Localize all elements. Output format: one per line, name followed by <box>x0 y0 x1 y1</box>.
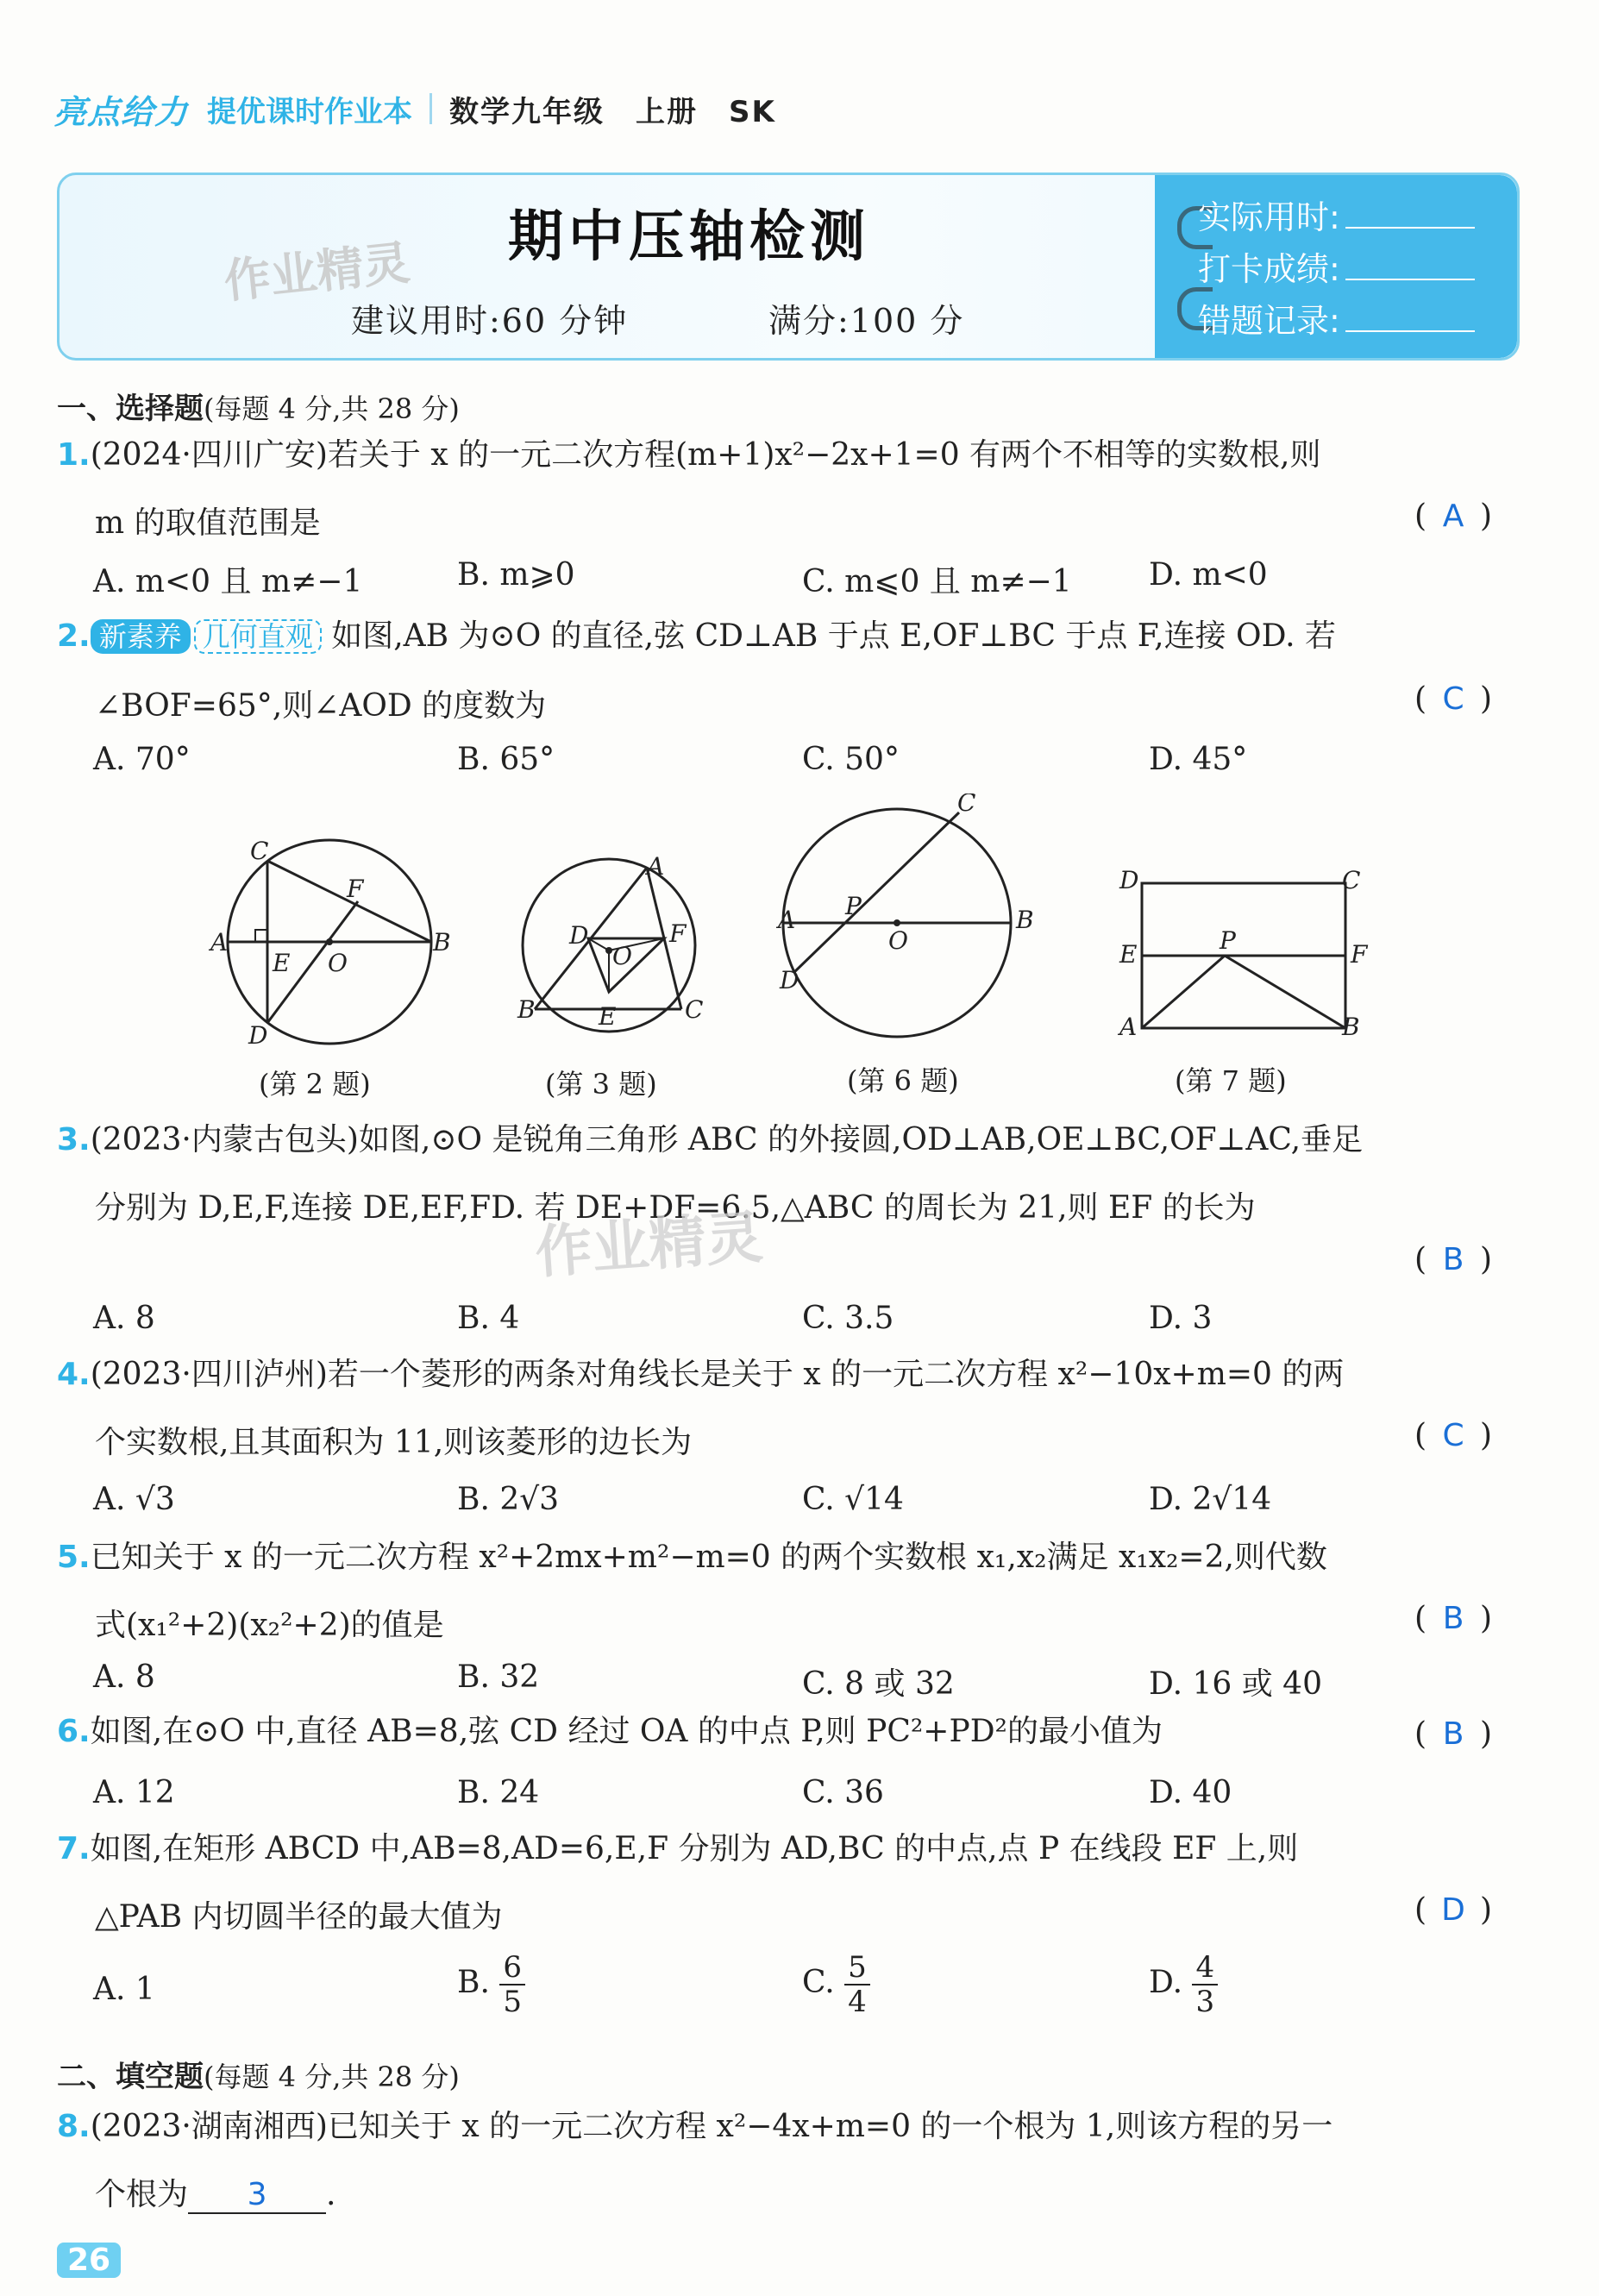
title-banner <box>57 173 1520 361</box>
svg-text:C: C <box>250 837 269 865</box>
answer-2: ( C ) <box>1414 681 1493 717</box>
question-5-line2: 式(x₁²+2)(x₂²+2)的值是 <box>95 1608 444 1643</box>
option: D. 3 <box>1149 1301 1213 1336</box>
figure-q3 <box>509 854 716 1052</box>
option: C. m⩽0 且 m≠−1 <box>802 564 1072 599</box>
answer-4: ( C ) <box>1414 1418 1493 1453</box>
question-7-line2: △PAB 内切圆半径的最大值为 <box>95 1899 503 1935</box>
svg-text:P: P <box>845 892 862 920</box>
watermark: 作业精灵 <box>221 235 413 310</box>
option: C. 50° <box>802 742 900 777</box>
svg-text:F: F <box>669 919 687 948</box>
option: A. 1 <box>93 1972 155 2007</box>
figure-caption: (第 7 题) <box>1175 1064 1287 1097</box>
option: C. √14 <box>802 1482 904 1517</box>
answer-blank: 3 <box>188 2177 326 2214</box>
svg-text:A: A <box>647 854 665 881</box>
option: C. 8 或 32 <box>802 1666 955 1702</box>
question-8-line2: 个根为 3 . <box>95 2177 336 2212</box>
svg-text:B: B <box>1342 1013 1360 1041</box>
option: B. 2√3 <box>457 1482 560 1517</box>
question-3: 3.(2023·内蒙古包头)如图,⊙O 是锐角三角形 ABC 的外接圆,OD⊥AB,OE⊥BC,OF⊥AC,垂足 <box>57 1122 1364 1157</box>
option: D. $\frac{4}{3}$ <box>1149 1951 1218 2018</box>
fraction: $\frac{6}{5}$ <box>499 1951 525 2018</box>
option: C. $\frac{5}{4}$ <box>802 1951 870 2018</box>
record-field-time: 实际用时: <box>1198 191 1475 238</box>
section-heading: 二、填空题(每题 4 分,共 28 分) <box>57 2060 460 2094</box>
question-6: 6.如图,在⊙O 中,直径 AB=8,弦 CD 经过 OA 的中点 P,则 PC²+PD²的最小值为 <box>57 1714 1163 1749</box>
svg-text:P: P <box>1220 926 1236 955</box>
option: A. 12 <box>93 1775 175 1810</box>
question-5: 5.已知关于 x 的一元二次方程 x²+2mx+m²−m=0 的两个实数根 x₁,x₂满足 x₁x₂=2,则代数 <box>57 1540 1327 1575</box>
svg-text:E: E <box>273 949 291 977</box>
option: B. 24 <box>457 1775 540 1810</box>
svg-text:C: C <box>1342 866 1361 894</box>
option: A. 8 <box>93 1659 155 1695</box>
answer-7: ( D ) <box>1414 1892 1493 1928</box>
option: B. 32 <box>457 1659 540 1695</box>
svg-text:D: D <box>1119 866 1139 894</box>
svg-text:D: D <box>248 1021 268 1050</box>
svg-text:O: O <box>328 949 348 977</box>
answer-3: ( B ) <box>1414 1242 1493 1277</box>
svg-text:A: A <box>1119 1013 1138 1041</box>
svg-text:C: C <box>685 995 704 1024</box>
figure-q2 <box>198 828 474 1052</box>
answer-6: ( B ) <box>1414 1716 1493 1752</box>
tag-new: 新素养 <box>91 619 191 654</box>
svg-text:E: E <box>599 1002 617 1031</box>
question-2: 2. 新素养 几何直观 如图,AB 为⊙O 的直径,弦 CD⊥AB 于点 E,OF⊥BC 于点 F,连接 OD. 若 <box>57 618 1337 654</box>
brand-logo: 亮点给力 <box>53 92 189 131</box>
header-divider <box>430 93 432 124</box>
question-4: 4.(2023·四川泸州)若一个菱形的两条对角线长是关于 x 的一元二次方程 x²−10x+m=0 的两 <box>57 1357 1345 1392</box>
fraction: $\frac{5}{4}$ <box>844 1951 870 2018</box>
fraction: $\frac{4}{3}$ <box>1192 1951 1218 2018</box>
option: B. 4 <box>457 1301 520 1336</box>
svg-text:B: B <box>517 995 536 1024</box>
option: A. √3 <box>93 1482 175 1517</box>
option: D. m<0 <box>1149 557 1268 593</box>
question-4-line2: 个实数根,且其面积为 11,则该菱形的边长为 <box>95 1425 693 1460</box>
watermark: 作业精灵 <box>533 1203 765 1287</box>
page-header <box>53 83 776 135</box>
svg-text:E: E <box>1119 940 1138 969</box>
svg-text:O: O <box>612 942 632 970</box>
option: B. m⩾0 <box>457 557 575 593</box>
page-title: 期中压轴检测 <box>508 204 870 269</box>
svg-text:F: F <box>347 875 364 903</box>
figure-q6 <box>759 794 1044 1044</box>
svg-text:B: B <box>433 928 451 957</box>
svg-text:D: D <box>780 966 800 994</box>
svg-text:O: O <box>888 926 908 955</box>
section-heading: 一、选择题(每题 4 分,共 28 分) <box>57 392 460 426</box>
question-7: 7.如图,在矩形 ABCD 中,AB=8,AD=6,E,F 分别为 AD,BC 的中点,点 P 在线段 EF 上,则 <box>57 1831 1299 1866</box>
suggested-time: 建议用时:60 分钟 <box>351 302 629 340</box>
figure-caption: (第 2 题) <box>259 1068 371 1101</box>
record-field-errors: 错题记录: <box>1198 294 1475 342</box>
book-meta: 数学九年级 上册 SK <box>449 94 776 129</box>
figure-caption: (第 6 题) <box>847 1064 959 1097</box>
option: D. 40 <box>1149 1775 1232 1810</box>
option: C. 3.5 <box>802 1301 894 1336</box>
option: D. 16 或 40 <box>1149 1666 1322 1702</box>
svg-text:C: C <box>957 794 976 817</box>
full-score: 满分:100 分 <box>768 302 965 340</box>
question-1: 1.(2024·四川广安)若关于 x 的一元二次方程(m+1)x²−2x+1=0 有两个不相等的实数根,则 <box>57 437 1321 473</box>
option: A. m<0 且 m≠−1 <box>93 564 363 599</box>
option: A. 70° <box>93 742 191 777</box>
svg-text:A: A <box>778 906 796 934</box>
option: C. 36 <box>802 1775 884 1810</box>
option: B. $\frac{6}{5}$ <box>457 1951 525 2018</box>
answer-1: ( A ) <box>1414 499 1493 534</box>
svg-text:F: F <box>1351 940 1368 969</box>
question-2-line2: ∠BOF=65°,则∠AOD 的度数为 <box>95 688 547 724</box>
option: A. 8 <box>93 1301 155 1336</box>
series-title: 提优课时作业本 <box>207 94 413 129</box>
figure-q7 <box>1113 863 1371 1044</box>
question-8: 8.(2023·湖南湘西)已知关于 x 的一元二次方程 x²−4x+m=0 的一个根为 1,则该方程的另一 <box>57 2109 1333 2144</box>
figure-caption: (第 3 题) <box>545 1068 657 1101</box>
svg-text:A: A <box>210 928 229 957</box>
option: B. 65° <box>457 742 555 777</box>
tag-geo: 几何直观 <box>194 619 322 654</box>
page-number: 26 <box>57 2243 121 2278</box>
answer-5: ( B ) <box>1414 1601 1493 1636</box>
svg-text:B: B <box>1016 906 1034 934</box>
option: D. 45° <box>1149 742 1248 777</box>
svg-text:D: D <box>569 921 589 950</box>
question-3-line2: 分别为 D,E,F,连接 DE,EF,FD. 若 DE+DF=6.5,△ABC 的周长为 21,则 EF 的长为 <box>95 1190 1256 1226</box>
record-field-score: 打卡成绩: <box>1198 242 1475 290</box>
question-1-line2: m 的取值范围是 <box>95 505 321 541</box>
option: D. 2√14 <box>1149 1482 1272 1517</box>
